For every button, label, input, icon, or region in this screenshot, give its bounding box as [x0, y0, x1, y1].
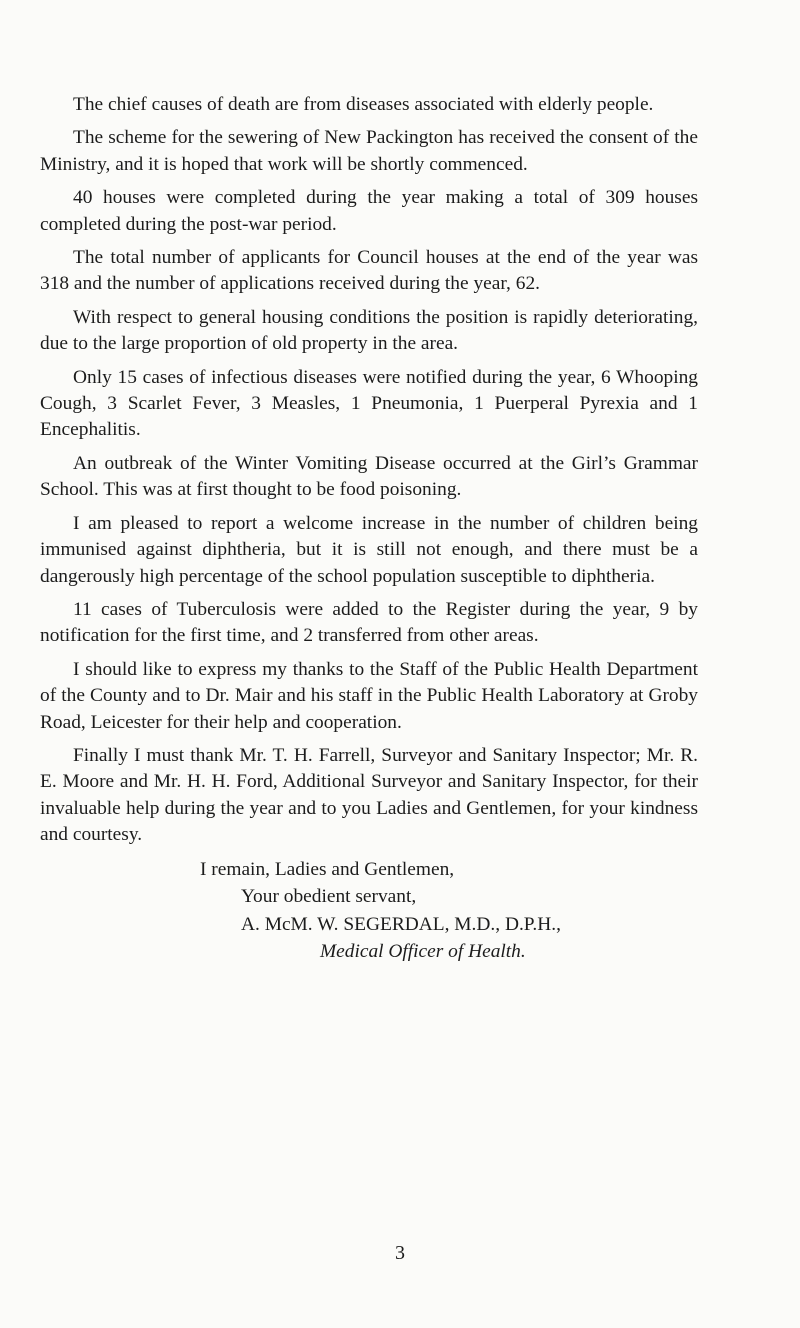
signatory-name: A. McM. W. SEGERDAL, M.D., D.P.H., — [241, 913, 561, 935]
page-number: 3 — [395, 1242, 405, 1264]
paragraph-diphtheria-immunisation: I am pleased to report a welcome increase in the number of children being immunised against diphtheria, but it is still not enough, and there must be a dangerously high percentage of the school population susceptible to diphtheria. — [40, 512, 698, 587]
document-page — [40, 92, 698, 966]
closing-servant: Your obedient servant, — [241, 886, 417, 908]
paragraph-infectious-diseases: Only 15 cases of infectious diseases were notified during the year, 6 Whooping Cough, 3 Scarlet Fever, 3 Measles, 1 Pneumonia, 1 Puerperal Pyrexia and 1 Encephalitis. — [40, 366, 698, 441]
paragraph-winter-vomiting: An outbreak of the Winter Vomiting Disease occurred at the Girl’s Grammar School. This was at first thought to be food poisoning. — [40, 452, 698, 501]
paragraph-tuberculosis: 11 cases of Tuberculosis were added to the Register during the year, 9 by notification for the first time, and 2 transferred from other areas. — [40, 598, 698, 647]
letter-closing — [40, 856, 698, 966]
paragraph-houses-completed: 40 houses were completed during the year making a total of 309 houses completed during the post-war period. — [40, 187, 698, 235]
paragraph-thanks-surveyors: Finally I must thank Mr. T. H. Farrell, Surveyor and Sanitary Inspector; Mr. R. E. Moore and Mr. H. H. Ford, Additional Surveyor and Sanitary Inspector, for their invaluable help during the year and to you Ladies and Gentlemen, for your kindness and courtesy. — [40, 744, 698, 846]
signatory-title: Medical Officer of Health. — [320, 941, 526, 963]
closing-remain: I remain, Ladies and Gentlemen, — [200, 858, 455, 880]
paragraph-causes-of-death: The chief causes of death are from diseases associated with elderly people. — [73, 94, 654, 115]
paragraph-housing-applicants: The total number of applicants for Council houses at the end of the year was 318 and the number of applications received during the year, 62. — [40, 247, 698, 295]
paragraph-thanks-public-health: I should like to express my thanks to the Staff of the Public Health Department of the County and to Dr. Mair and his staff in the Public Health Laboratory at Groby Road, Leicester for their help and cooperation. — [40, 658, 698, 733]
paragraph-housing-conditions: With respect to general housing conditions the position is rapidly deteriorating, due to the large proportion of old property in the area. — [40, 306, 698, 355]
paragraph-sewering-scheme: The scheme for the sewering of New Packington has received the consent of the Ministry, and it is hoped that work will be shortly commenced. — [40, 127, 698, 175]
